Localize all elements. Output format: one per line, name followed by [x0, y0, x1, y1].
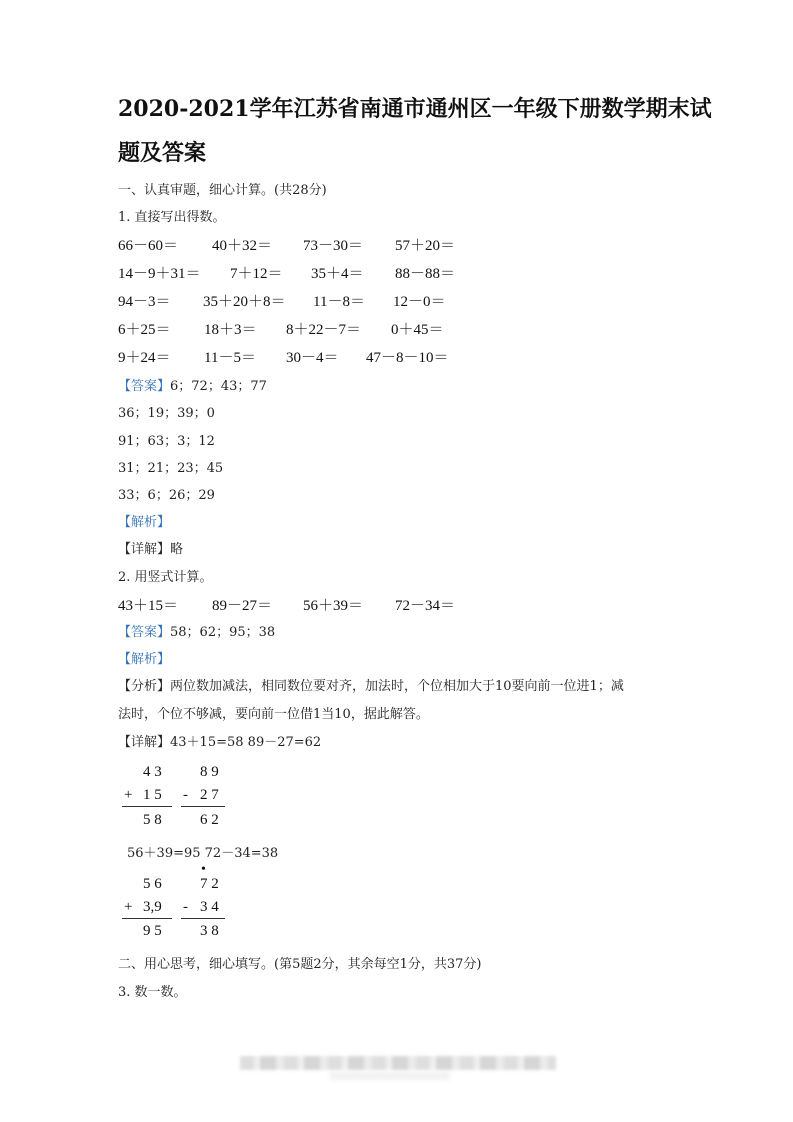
- expr: 56＋39＝: [303, 598, 364, 614]
- expr: 14－9＋31＝: [118, 266, 201, 282]
- expr: 30－4＝: [286, 350, 339, 366]
- answer-line: 33；6；26；29: [118, 488, 215, 503]
- blurred-footer: [240, 1056, 556, 1070]
- detail-text: 43＋15=58 89－27=62: [170, 735, 322, 750]
- expr: 57＋20＝: [395, 238, 456, 254]
- expr: 7＋12＝: [230, 266, 283, 282]
- answer-values: 58；62；95；38: [170, 625, 276, 640]
- expr: 72－34＝: [395, 598, 456, 614]
- vertical-operator: +: [124, 787, 133, 803]
- q2-detail-line: [118, 731, 321, 750]
- expr: 43＋15＝: [118, 598, 179, 614]
- expr: 6＋25＝: [118, 322, 171, 338]
- q3-label: 3. 数一数。: [118, 985, 187, 1000]
- expr: 0＋45＝: [391, 322, 444, 338]
- answer-tag: 【答案】: [118, 379, 171, 394]
- q1-label: 1. 直接写出得数。: [118, 210, 226, 225]
- answer-line: 36；19；39；0: [118, 406, 215, 421]
- answer-tag: 【答案】: [118, 625, 171, 640]
- detail-text-2: 56＋39=95 72－34=38: [127, 846, 279, 861]
- vertical-operator: +: [124, 899, 133, 915]
- document-title-line2: 题及答案: [118, 140, 207, 166]
- vertical-divider: [122, 806, 172, 807]
- vertical-operator: -: [183, 899, 188, 915]
- vertical-bottom: 2 7: [200, 787, 219, 803]
- vertical-top: 4 3: [143, 764, 162, 780]
- expr: 35＋4＝: [311, 266, 364, 282]
- vertical-result: 5 8: [143, 812, 162, 828]
- expr: 94－3＝: [118, 294, 171, 310]
- vertical-result: 3 8: [200, 923, 219, 939]
- expr: 9＋24＝: [118, 350, 171, 366]
- vertical-divider: [181, 918, 225, 919]
- expr: 11－5＝: [204, 350, 256, 366]
- detail-text: 略: [170, 542, 184, 557]
- expr: 18＋3＝: [204, 322, 257, 338]
- analysis-tag: 【解析】: [118, 515, 171, 530]
- vertical-bottom: 3,9: [143, 899, 162, 915]
- expr: 66－60＝: [118, 238, 179, 254]
- vertical-top: 8 9: [200, 764, 219, 780]
- expr: 11－8＝: [313, 294, 365, 310]
- vertical-bottom: 3 4: [200, 899, 219, 915]
- answer-line: 91；63；3；12: [118, 434, 215, 449]
- vertical-top: 7 2: [200, 876, 219, 892]
- expr: 73－30＝: [303, 238, 364, 254]
- borrow-dot: •: [201, 862, 206, 877]
- detail-tag: 【详解】: [118, 542, 171, 557]
- document-title-line1: 2020-2021学年江苏省南通市通州区一年级下册数学期末试: [118, 96, 712, 122]
- vertical-operator: -: [183, 787, 188, 803]
- blurred-footer-sub: [330, 1072, 450, 1080]
- expr: 8＋22－7＝: [286, 322, 362, 338]
- expr: 89－27＝: [212, 598, 273, 614]
- fenxi-text: 两位数加减法，相同数位要对齐，加法时，个位相加大于10要向前一位进1；减: [170, 679, 624, 694]
- q2-label: 2. 用竖式计算。: [118, 570, 213, 585]
- expr: 12－0＝: [393, 294, 446, 310]
- expr: 88－88＝: [395, 266, 456, 282]
- answer-values: 6；72；43；77: [170, 379, 267, 394]
- analysis-tag: 【解析】: [118, 652, 171, 667]
- vertical-result: 6 2: [200, 812, 219, 828]
- vertical-result: 9 5: [143, 923, 162, 939]
- vertical-divider: [122, 918, 172, 919]
- q2-answer-line: [118, 621, 275, 640]
- expr: 40＋32＝: [212, 238, 273, 254]
- fenxi-line1: [118, 675, 624, 694]
- vertical-top: 5 6: [143, 876, 162, 892]
- fenxi-tag: 【分析】: [118, 679, 171, 694]
- section1-heading: 一、认真审题，细心计算。(共28分): [118, 183, 327, 198]
- expr: 47－8－10＝: [366, 350, 449, 366]
- section2-heading: 二、用心思考，细心填写。(第5题2分，其余每空1分，共37分): [118, 957, 482, 972]
- expr: 35＋20＋8＝: [203, 294, 286, 310]
- vertical-bottom: 1 5: [143, 787, 162, 803]
- q1-detail-line: [118, 538, 183, 557]
- vertical-divider: [181, 806, 225, 807]
- answer-line: 31；21；23；45: [118, 461, 224, 476]
- fenxi-line2: 法时，个位不够减，要向前一位借1当10，据此解答。: [118, 707, 429, 722]
- q1-answer-line: [118, 375, 267, 394]
- detail-tag: 【详解】: [118, 735, 171, 750]
